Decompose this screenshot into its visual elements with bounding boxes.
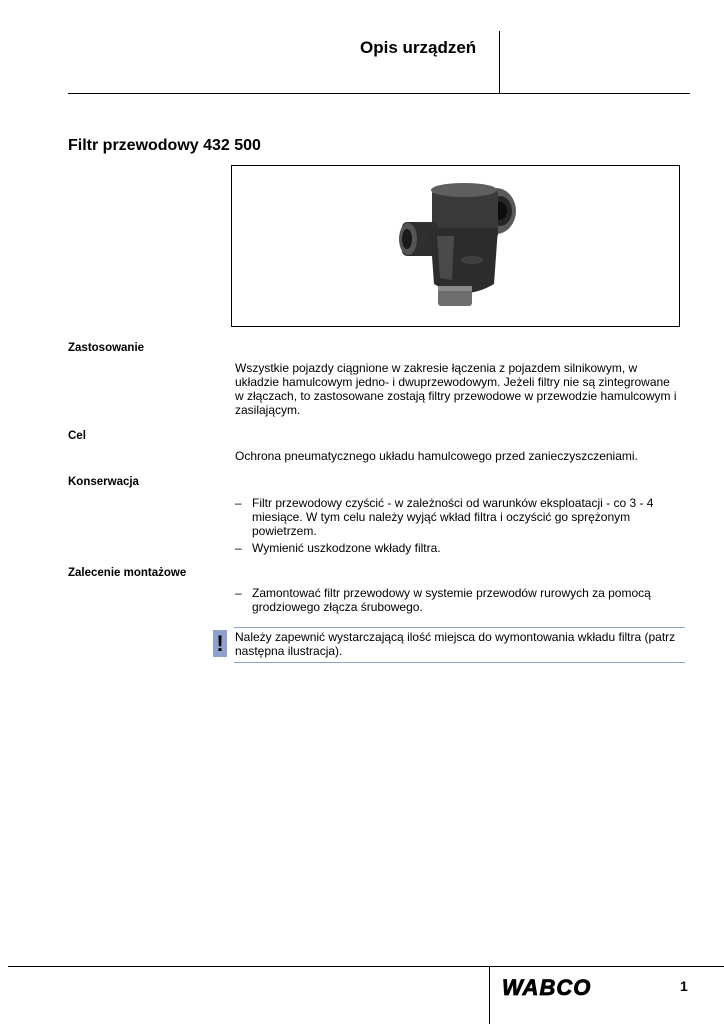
- list-item: [235, 496, 687, 538]
- page-header-title: Opis urządzeń: [360, 38, 477, 57]
- text-line: grodziowego złącza śrubowego.: [252, 600, 423, 614]
- list-dash: –: [235, 496, 242, 510]
- list-dash: –: [235, 541, 242, 555]
- line-filter-photo: [232, 166, 681, 328]
- list-item: [235, 586, 687, 614]
- purpose-text: Ochrona pneumatycznego układu hamulcowego przed zanieczyszczeniami.: [235, 449, 638, 463]
- text-line: układzie hamulcowym jedno- i dwuprzewodowym. Jeżeli filtry nie są zintegrowane: [235, 375, 670, 389]
- header-divider-vertical: [499, 31, 500, 93]
- text-line: w złączach, to zastosowane zostają filtry przewodowe w przewodzie hamulcowym i: [235, 389, 677, 403]
- warning-icon: !: [213, 630, 227, 657]
- page-number: 1: [680, 978, 688, 994]
- note-bottom-rule: [234, 662, 685, 663]
- product-photo-frame: [231, 165, 680, 327]
- text-line: następna ilustracja).: [235, 644, 343, 658]
- text-line: Filtr przewodowy czyścić - w zależności od warunków eksploatacji - co 3 - 4: [252, 496, 654, 510]
- section-label-purpose: Cel: [68, 430, 86, 442]
- document-title: Filtr przewodowy 432 500: [68, 137, 261, 154]
- text-line: Wszystkie pojazdy ciągnione w zakresie łączenia z pojazdem silnikowym, w: [235, 361, 638, 375]
- section-label-installation: Zalecenie montażowe: [68, 567, 187, 579]
- text-line: Zamontować filtr przewodowy w systemie przewodów rurowych za pomocą: [252, 586, 651, 600]
- footer-divider: [8, 966, 724, 967]
- wabco-logo: [500, 975, 610, 1004]
- list-dash: –: [235, 586, 242, 600]
- footer-divider-vertical: [489, 966, 490, 1024]
- wabco-logo-text: WABCO: [502, 975, 592, 999]
- text-line: zasilającym.: [235, 403, 301, 417]
- section-label-maintenance: Konserwacja: [68, 476, 139, 488]
- installation-note: [235, 630, 687, 658]
- section-label-application: Zastosowanie: [68, 342, 145, 354]
- header-divider: [68, 93, 690, 94]
- list-item: [235, 541, 687, 555]
- text-line: miesiące. W tym celu należy wyjąć wkład filtra i oczyścić go sprężonym: [252, 510, 631, 524]
- application-text: [235, 361, 687, 417]
- text-line: Należy zapewnić wystarczającą ilość miejsca do wymontowania wkładu filtra (patrz: [235, 630, 676, 644]
- text-line: Wymienić uszkodzone wkłady filtra.: [252, 541, 441, 555]
- note-top-rule: [234, 627, 685, 628]
- text-line: powietrzem.: [252, 524, 317, 538]
